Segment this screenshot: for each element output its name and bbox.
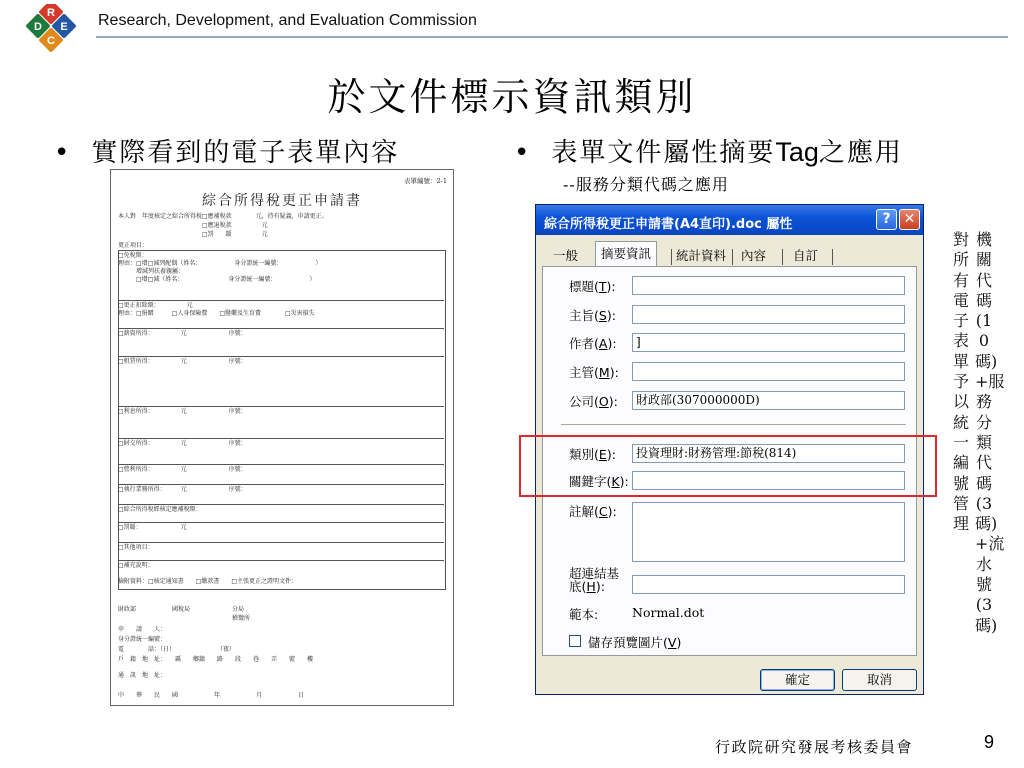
dialog-title-bar[interactable] (536, 205, 923, 235)
header-divider (96, 36, 1008, 38)
dialog-title: 綜合所得稅更正申請書(A4直印).doc 屬性 (544, 217, 793, 232)
template-label: 範本: (569, 607, 599, 622)
form-line: 中 華 民 國 年 月 日 (118, 692, 305, 699)
rdec-logo (18, 4, 84, 70)
form-separator (118, 504, 444, 505)
form-line: 本人對 年度核定之綜合所得稅□應補稅款 元，持有疑義，申請更正。 (118, 213, 328, 220)
form-line: □薪資所得： 元 序號： (118, 330, 247, 337)
tab-divider (782, 249, 783, 265)
company-field[interactable]: 財政部(307000000D) (632, 391, 905, 410)
ok-button[interactable]: 確定 (760, 669, 835, 691)
title-label: 標題(T): (569, 279, 616, 294)
bullet-subnote: --服務分類代碼之應用 (563, 175, 729, 194)
form-line: 戶 籍 地 址： 縣 鄉鎮 路 段 巷 弄 號 樓 (118, 656, 314, 663)
form-line: 增減列扶養親屬： (118, 268, 185, 275)
tab-custom[interactable]: 自訂 (793, 248, 819, 263)
right-bullet-tag: Tag (775, 137, 819, 167)
right-bullet-prefix: 表單文件屬性摘要 (551, 138, 776, 168)
template-value: Normal.dot (632, 605, 705, 620)
author-field[interactable]: ] (632, 333, 905, 352)
form-separator (118, 356, 444, 357)
bullet-icon: • (514, 138, 532, 168)
page-number: 9 (984, 732, 995, 752)
form-line: □財交所得： 元 序號： (118, 440, 247, 447)
form-line: □罰 鍰 元 (118, 231, 268, 238)
logo-letter-d: D (34, 21, 42, 33)
form-line: □免稅額： (118, 252, 148, 259)
form-separator (118, 522, 444, 523)
form-separator (118, 328, 444, 329)
form-line: 理由：□捐贈 □人身保險費 □醫藥及生育費 □災害損失 (118, 310, 315, 317)
cancel-button[interactable]: 取消 (842, 669, 917, 691)
title-field[interactable] (632, 276, 905, 295)
code-format-note: 機關代碼(10碼)+服務分類代碼(3碼)+流水號(3碼) (975, 230, 1005, 635)
category-label: 類別(E): (569, 447, 616, 462)
author-label: 作者(A): (569, 336, 617, 351)
form-line: 檢附資料：□核定通知書 □繳款書 □主張更正之證明文件： (118, 578, 298, 585)
form-code: 表單編號：2-1 (404, 177, 447, 185)
tab-contents[interactable]: 內容 (741, 248, 767, 263)
hyperlink-base-label: 超連結基 底(H): (569, 566, 620, 594)
subject-label: 主旨(S): (569, 308, 616, 323)
form-line: □應退稅款 元 (118, 222, 268, 229)
tab-statistics[interactable]: 統計資料 (676, 248, 727, 263)
save-preview-checkbox[interactable] (569, 635, 581, 647)
form-separator (118, 438, 444, 439)
form-line: 身分證統一編號： (118, 636, 167, 643)
form-line: □更正扣除額： 元 (118, 302, 193, 309)
tab-divider (732, 249, 733, 265)
comments-field[interactable] (632, 502, 905, 562)
form-line: □增□減（姓名： 身分證統一編號： ） (118, 276, 316, 283)
form-line: □其他項目： (118, 544, 154, 551)
help-button[interactable]: ? (876, 209, 897, 230)
category-highlight-box (519, 435, 937, 497)
form-line: 稽徵所 (118, 615, 251, 622)
tab-divider (832, 249, 833, 265)
form-line: □罰鍰： 元 (118, 524, 187, 531)
form-line: □綜合所得稅經核定應補稅額： (118, 506, 202, 513)
logo-letter-c: C (47, 35, 55, 47)
slide-title: 於文件標示資訊類別 (327, 75, 697, 119)
form-line: □補充說明： (118, 562, 154, 569)
subject-field[interactable] (632, 305, 905, 324)
logo-letter-r: R (47, 7, 55, 19)
keywords-label: 關鍵字(K): (569, 474, 629, 489)
close-button[interactable]: ✕ (899, 209, 920, 230)
form-line: □營利所得： 元 序號： (118, 466, 247, 473)
form-line: □租賃所得： 元 序號： (118, 358, 247, 365)
footer-organization: 行政院研究發展考核委員會 (715, 738, 914, 756)
form-line: 申 請 人： (118, 626, 167, 633)
left-bullet (54, 132, 399, 169)
company-label: 公司(O): (569, 394, 618, 409)
organization-name: Research, Development, and Evaluation Commission (98, 12, 477, 29)
form-line: 通 訊 地 址： (118, 672, 167, 679)
right-bullet (514, 132, 903, 169)
panel-divider (561, 424, 906, 425)
tab-summary[interactable]: 摘要資訊 (595, 241, 657, 267)
form-separator (118, 560, 444, 561)
form-separator (118, 542, 444, 543)
logo-letter-e: E (60, 21, 68, 33)
tax-correction-form-image (110, 169, 454, 706)
left-bullet-text: 實際看到的電子表單內容 (91, 138, 400, 168)
tab-divider (671, 249, 672, 265)
form-line: 更正項目： (118, 242, 149, 249)
hyperlink-base-field[interactable] (632, 575, 905, 594)
form-title: 綜合所得稅更正申請書 (202, 193, 362, 209)
numbering-note: 對所有電子表單予以統一編號管理 (952, 230, 969, 534)
form-separator (118, 406, 444, 407)
form-line: 財政部 國稅局 分局 (118, 606, 245, 613)
tab-general[interactable]: 一般 (553, 248, 579, 263)
form-line: □執行業務所得： 元 序號： (118, 486, 247, 493)
category-field[interactable]: 投資理財:財務管理:節稅(814) (632, 444, 905, 463)
form-separator (118, 484, 444, 485)
bullet-icon: • (54, 138, 72, 168)
form-line: □利息所得： 元 序號： (118, 408, 247, 415)
form-separator (118, 464, 444, 465)
save-preview-label[interactable]: 儲存預覽圖片(V) (588, 635, 682, 650)
manager-field[interactable] (632, 362, 905, 381)
form-line: 電 話：（日） （夜） (118, 646, 236, 653)
form-separator (118, 300, 444, 301)
form-items-box (118, 250, 446, 590)
right-bullet-suffix: 之應用 (818, 138, 903, 168)
manager-label: 主管(M): (569, 365, 619, 380)
form-line: 理由：□增□減列配偶（姓名： 身分證統一編號： ） (118, 260, 322, 267)
comments-label: 註解(C): (569, 504, 617, 519)
